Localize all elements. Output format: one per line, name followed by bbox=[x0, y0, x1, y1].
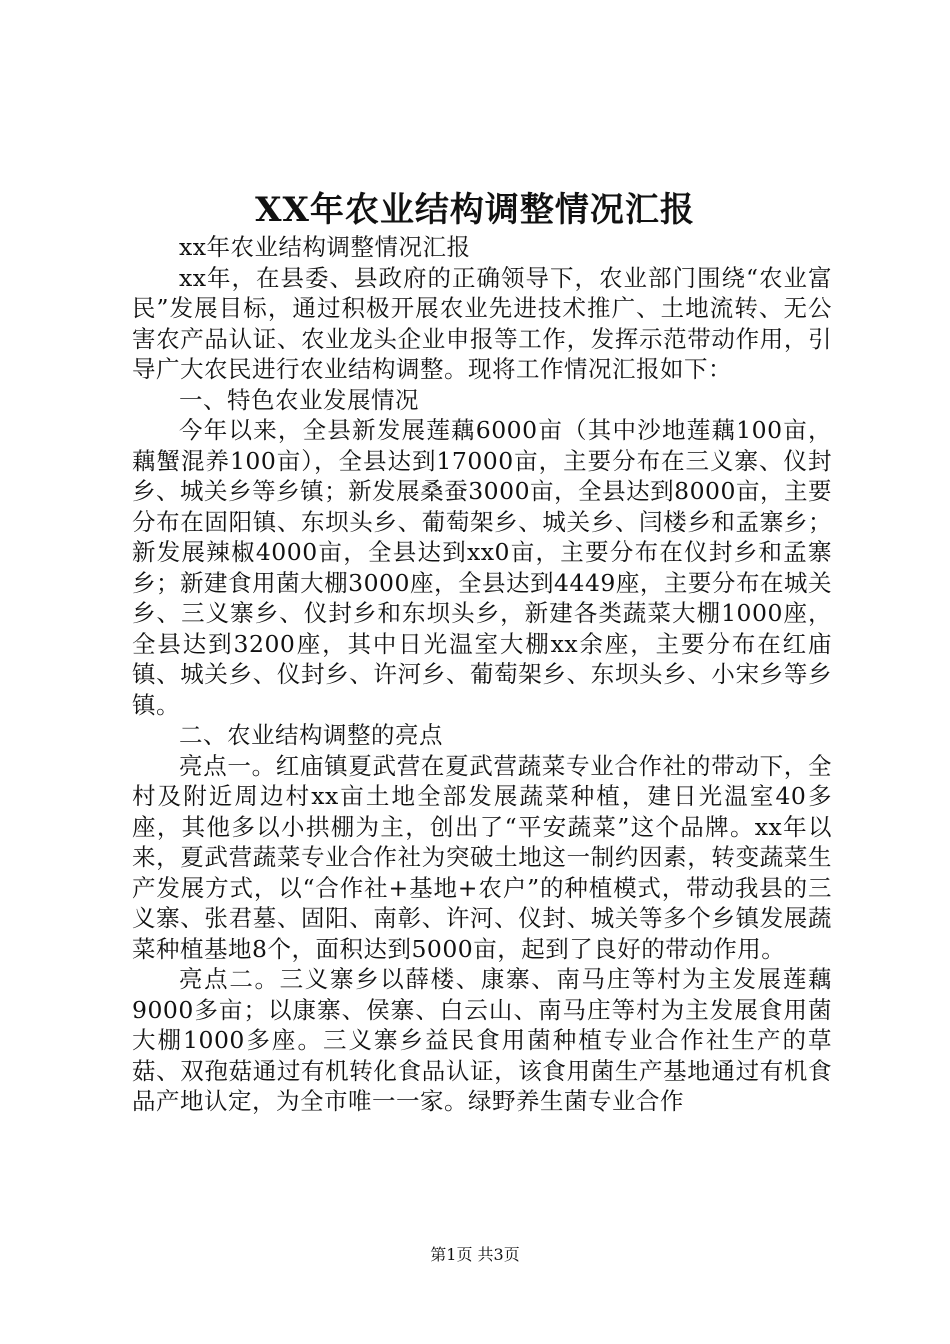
paragraph-subtitle: xx年农业结构调整情况汇报 bbox=[179, 233, 471, 261]
page-footer: 第1页 共3页 bbox=[430, 1245, 520, 1264]
paragraph-section-1: 今年以来，全县新发展莲藕6000亩（其中沙地莲藕100亩，藕蟹混养100亩），全县达到17000亩，主要分布在三义寨、仪封乡、城关乡等乡镇；新发展桑蚕3000亩，全县达到8000亩，主要分布在固阳镇、东坝头乡、葡萄架乡、城关乡、闫楼乡和孟寨乡；新发展辣椒4000亩，全县达到xx0亩，主要分布在仪封乡和孟寨乡；新建食用菌大棚3000座，全县达到4449座，主要分布在城关乡、三义寨乡、仪封乡和东坝头乡，新建各类蔬菜大棚1000座，全县达到3200座，其中日光温室大棚xx余座，主要分布在红庙镇、城关乡、仪封乡、许河乡、葡萄架乡、东坝头乡、小宋乡等乡镇。 bbox=[132, 416, 832, 719]
document-body bbox=[132, 232, 832, 1117]
section-heading-1: 一、特色农业发展情况 bbox=[179, 385, 419, 414]
paragraph-highlight-1: 亮点一。红庙镇夏武营在夏武营蔬菜专业合作社的带动下，全村及附近周边村xx亩土地全部发展蔬菜种植，建日光温室40多座，其他多以小拱棚为主，创出了“平安蔬菜”这个品牌。xx年以来，夏武营蔬菜专业合作社为突破土地这一制约因素，转变蔬菜生产发展方式，以“合作社+基地+农户”的种植模式，带动我县的三义寨、张君墓、固阳、南彰、许河、仪封、城关等多个乡镇发展蔬菜种植基地8个，面积达到5000亩，起到了良好的带动作用。 bbox=[132, 751, 832, 963]
paragraph-intro: xx年，在县委、县政府的正确领导下，农业部门围绕“农业富民”发展目标，通过积极开展农业先进技术推广、土地流转、无公害农产品认证、农业龙头企业申报等工作，发挥示范带动作用，引导广大农民进行农业结构调整。现将工作情况汇报如下： bbox=[132, 263, 832, 383]
paragraph-highlight-2: 亮点二。三义寨乡以薛楼、康寨、南马庄等村为主发展莲藕9000多亩；以康寨、侯寨、白云山、南马庄等村为主发展食用菌大棚1000多座。三义寨乡益民食用菌种植专业合作社生产的草菇、双孢菇通过有机转化食品认证，该食用菌生产基地通过有机食品产地认定，为全市唯一一家。绿野养生菌专业合作 bbox=[132, 965, 832, 1115]
section-heading-2: 二、农业结构调整的亮点 bbox=[179, 721, 443, 749]
document-title: XX年农业结构调整情况汇报 bbox=[255, 190, 695, 230]
